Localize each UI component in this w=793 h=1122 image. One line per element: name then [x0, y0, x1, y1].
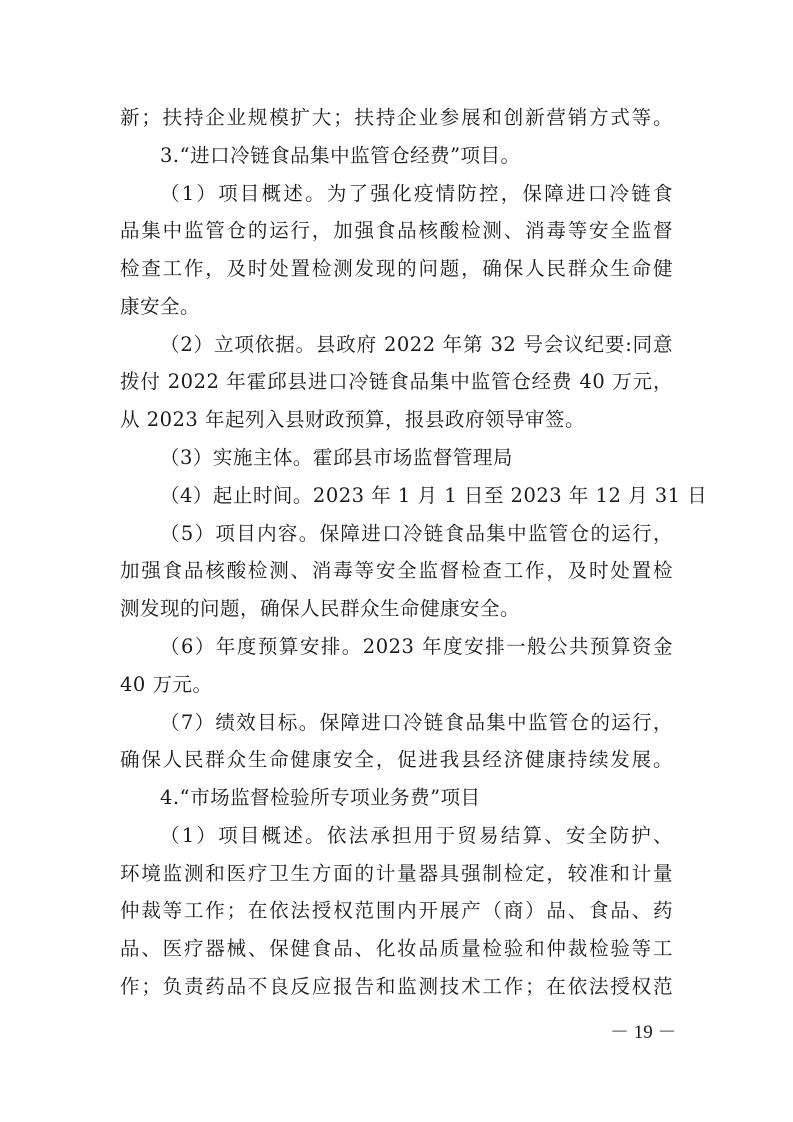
- text-line: 康安全。: [120, 294, 201, 318]
- text-line: 确保人民群众生命健康安全，促进我县经济健康持续发展。: [120, 748, 673, 772]
- page-number: － 19 －: [610, 1022, 677, 1043]
- text-line: 检查工作，及时处置检测发现的问题，确保人民群众生命健: [120, 257, 673, 281]
- text-line: 40 万元。: [120, 672, 213, 696]
- text-line: 作；负责药品不良反应报告和监测技术工作；在依法授权范: [120, 975, 673, 998]
- text-line: 品集中监管仓的运行，加强食品核酸检测、消毒等安全监督: [120, 219, 673, 243]
- text-line: （4）起止时间。2023 年 1 月 1 日至 2023 年 12 月 31 日: [160, 483, 708, 507]
- text-line: 测发现的问题，确保人民群众生命健康安全。: [120, 597, 521, 621]
- text-line: （1）项目概述。依法承担用于贸易结算、安全防护、: [160, 823, 673, 847]
- text-line: （7）绩效目标。保障进口冷链食品集中监管仓的运行，: [160, 710, 673, 734]
- text-line: （3）实施主体。霍邱县市场监督管理局: [160, 446, 513, 470]
- section-heading: 3.“进口冷链食品集中监管仓经费”项目。: [160, 143, 521, 167]
- text-line: 加强食品核酸检测、消毒等安全监督检查工作，及时处置检: [120, 559, 673, 583]
- text-line: 品、医疗器械、保健食品、化妆品质量检验和仲裁检验等工: [120, 937, 673, 961]
- text-line: 从 2023 年起列入县财政预算，报县政府领导审签。: [120, 408, 586, 432]
- text-line: （1）项目概述。为了强化疫情防控，保障进口冷链食: [160, 181, 673, 205]
- text-line: （5）项目内容。保障进口冷链食品集中监管仓的运行，: [160, 521, 673, 545]
- text-line: （2）立项依据。县政府 2022 年第 32 号会议纪要:同意: [160, 332, 673, 356]
- text-line: 拨付 2022 年霍邱县进口冷链食品集中监管仓经费 40 万元，: [120, 370, 673, 394]
- text-line: 仲裁等工作；在依法授权范围内开展产（商）品、食品、药: [120, 899, 673, 923]
- text-line: 环境监测和医疗卫生方面的计量器具强制检定，较准和计量: [120, 861, 673, 885]
- section-heading: 4.“市场监督检验所专项业务费”项目: [160, 786, 481, 810]
- text-line: （6）年度预算安排。2023 年度安排一般公共预算资金: [160, 634, 673, 658]
- text-line: 新；扶持企业规模扩大；扶持企业参展和创新营销方式等。: [120, 106, 673, 129]
